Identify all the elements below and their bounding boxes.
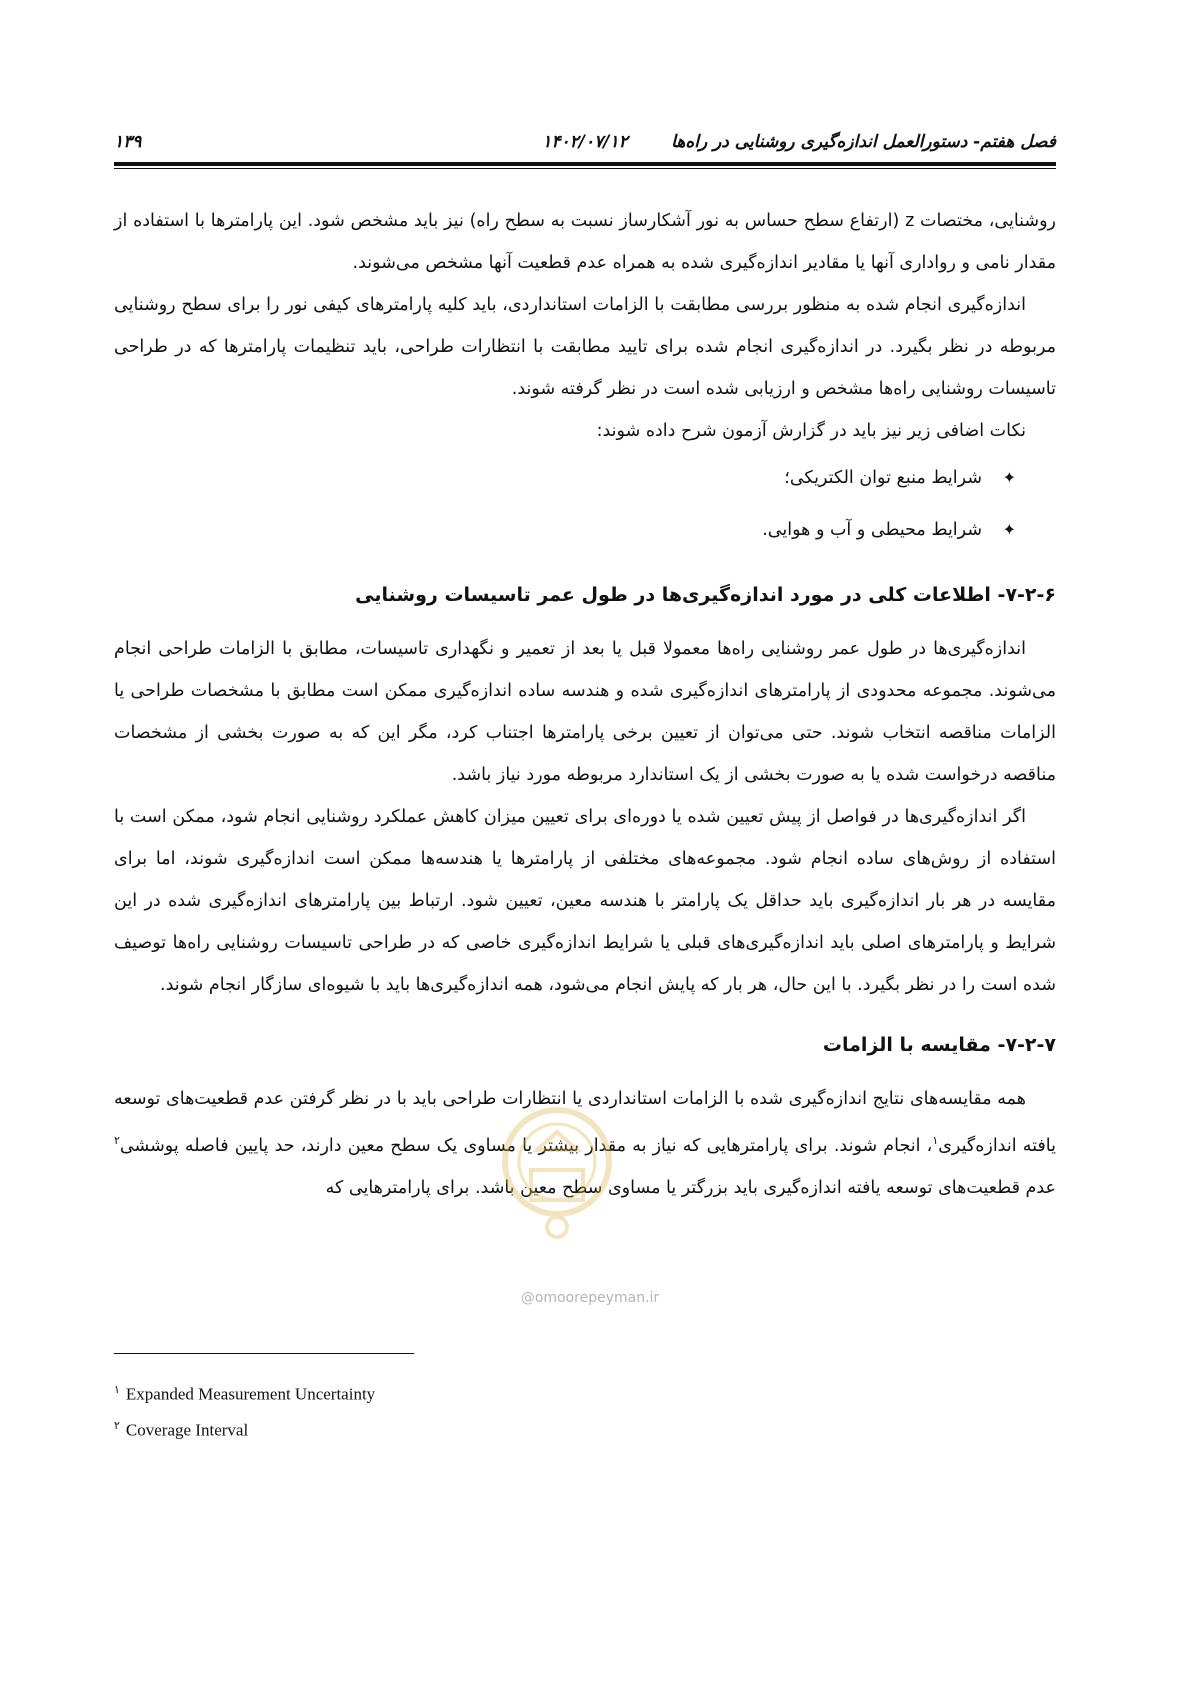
list-item [114, 452, 1016, 504]
section-heading-7-2-6: ۷-۲-۶- اطلاعات کلی در مورد اندازه‌گیری‌ها در طول عمر تاسیسات روشنایی [355, 584, 1056, 606]
footnotes [114, 1372, 375, 1444]
footnote-2 [114, 1408, 375, 1444]
footnote-text: Expanded Measurement Uncertainty [125, 1384, 376, 1404]
paragraph-1: روشنایی، مختصات z (ارتفاع سطح حساس به نور آشکارساز نسبت به سطح راه) نیز باید مشخص شود. این پارامترها با استفاده از مقدار نامی و رواداری آنها یا مقادیر اندازه‌گیری شده به همراه عدم قطعیت آنها مشخص می‌شوند. [114, 211, 1056, 273]
body-text [114, 200, 1056, 1209]
running-header [114, 128, 1056, 158]
paragraph-6-part-2: ، انجام شوند. برای پارامترهایی که نیاز به مقدار بیشتر یا مساوی یک سطح معین دارند، حد پایین فاصله پوششی [119, 1135, 933, 1156]
footnote-ref-1[interactable]: ۱ [932, 1134, 939, 1147]
footnote-text: Coverage Interval [125, 1420, 249, 1440]
star-bullet-icon: ✦ [1002, 520, 1016, 539]
footnote-number: ۲ [114, 1420, 120, 1432]
list-item-text: شرایط منبع توان الکتریکی؛ [784, 468, 982, 488]
paragraph-6-part-1: همه مقایسه‌های نتایج اندازه‌گیری شده با الزامات استانداردی یا انتظارات طراحی باید با در نظر گرفتن عدم قطعیت‌های توسعه یافته اندازه‌گیری [114, 1089, 1056, 1156]
watermark-site: @omoorepeyman.ir [520, 1290, 660, 1306]
list-item-text: شرایط محیطی و آب و هوایی. [762, 520, 982, 540]
star-bullet-icon: ✦ [1002, 468, 1016, 487]
paragraph-5: اگر اندازه‌گیری‌ها در فواصل از پیش تعیین شده یا دوره‌ای برای تعیین میزان کاهش عملکرد روشنایی انجام شود، ممکن است با استفاده از روش‌های ساده انجام شود. مجموعه‌های مختلفی از پارامترها یا هندسه‌ها ممکن است اندازه‌گیری شوند، اما برای مقایسه در هر بار اندازه‌گیری باید حداقل یک پارامتر با هندسه معین، تعیین شود. ارتباط بین پارامترهای اندازه‌گیری شده در این شرایط و پارامترهای اصلی باید اندازه‌گیری‌های قبلی یا شرایط اندازه‌گیری خاصی که در طراحی تاسیسات روشنایی راه‌ها توصیف شده است را در نظر بگیرد. با این حال، هر بار که پایش انجام می‌شود، همه اندازه‌گیری‌ها باید با شیوه‌ای سازگار انجام شوند. [114, 807, 1056, 995]
footnote-ref-2[interactable]: ۲ [114, 1134, 120, 1147]
section-heading-7-2-7: ۷-۲-۷- مقایسه با الزامات [822, 1034, 1056, 1056]
header-rule-thin [114, 168, 1056, 169]
footnote-1 [114, 1372, 375, 1408]
footnote-rule [114, 1353, 414, 1354]
header-date: ۱۴۰۲/۰۷/۱۲ [542, 132, 628, 152]
paragraph-6-part-3: عدم قطعیت‌های توسعه یافته اندازه‌گیری باید بزرگتر یا مساوی سطح معین باشد. برای پارامترهایی که [325, 1177, 1056, 1198]
bullet-list [114, 452, 1056, 556]
paragraph-3: نکات اضافی زیر نیز باید در گزارش آزمون شرح داده شوند: [596, 421, 1026, 441]
page-number: ۱۳۹ [114, 132, 142, 152]
list-item [114, 504, 1016, 556]
footnote-number: ۱ [114, 1384, 120, 1396]
paragraph-4: اندازه‌گیری‌ها در طول عمر روشنایی راه‌ها معمولا قبل یا بعد از تعمیر و نگهداری تاسیسات، مطابق با الزامات طراحی انجام می‌شوند. مجموعه محدودی از پارامترهای اندازه‌گیری شده و هندسه ساده اندازه‌گیری ممکن است مطابق با مشخصات طراحی یا الزامات مناقصه انتخاب شوند. حتی می‌توان از تعیین برخی پارامترها اجتناب کرد، مگر این که به صورت بخشی از مشخصات مناقصه درخواست شده یا به صورت بخشی از یک استاندارد مربوطه مورد نیاز باشد. [114, 639, 1056, 785]
paragraph-2: اندازه‌گیری انجام شده به منظور بررسی مطابقت با الزامات استانداردی، باید کلیه پارامترهای کیفی نور را برای سطح روشنایی مربوطه در نظر بگیرد. در اندازه‌گیری انجام شده برای تایید مطابقت با انتظارات طراحی، باید تنظیمات پارامترها که در طراحی تاسیسات روشنایی راه‌ها مشخص و ارزیابی شده است در نظر گرفته شوند. [114, 295, 1056, 399]
watermark-logo-icon [497, 1092, 617, 1242]
header-rule [114, 162, 1056, 166]
chapter-title: فصل هفتم- دستورالعمل اندازه‌گیری روشنایی در راه‌ها [671, 132, 1056, 152]
